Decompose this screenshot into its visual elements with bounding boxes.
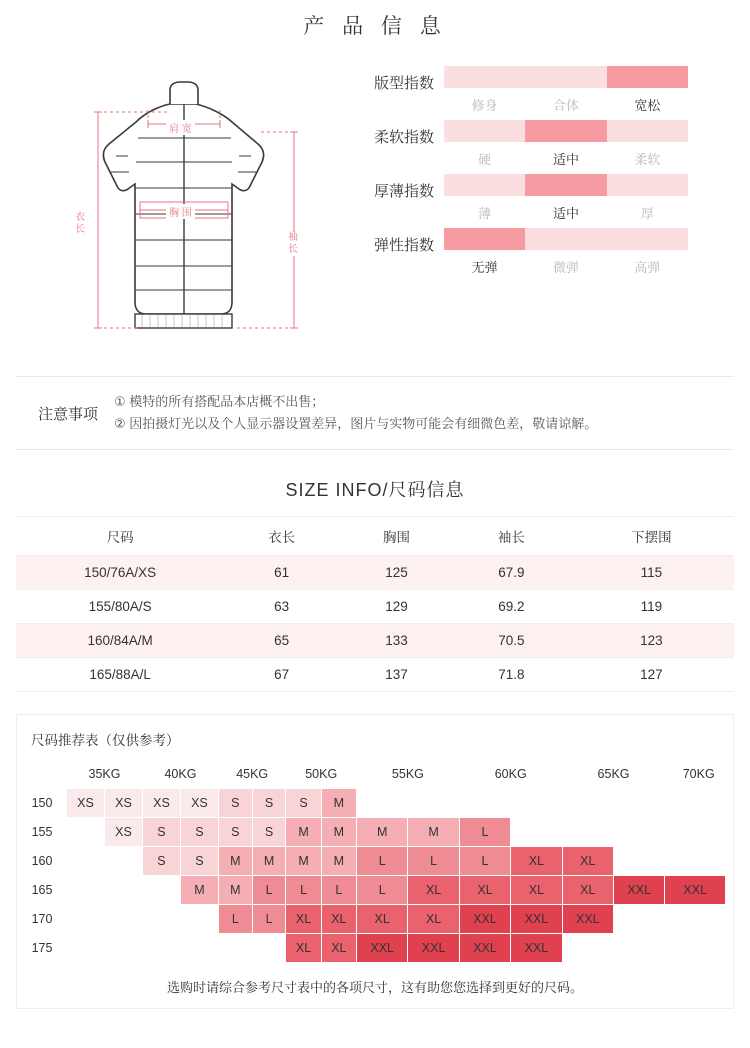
cell-chest: 137 <box>339 658 454 692</box>
index-segment <box>444 120 525 142</box>
cell-sleeve: 69.2 <box>454 590 569 624</box>
table-row <box>16 658 734 692</box>
recommend-row <box>18 876 733 905</box>
cell-hem: 127 <box>569 658 734 692</box>
size-info-title: SIZE INFO/尺码信息 <box>285 480 465 500</box>
index-row-elasticity <box>348 228 732 276</box>
recommend-footer: 选购时请综合参考尺寸表中的各项尺寸，这有助您您选择到更好的尺码。 <box>166 980 583 995</box>
recommend-cell-empty <box>67 876 105 905</box>
table-row <box>16 556 734 590</box>
weight-header: 70KG <box>665 760 733 789</box>
index-track-thickness <box>444 174 688 196</box>
index-option: 微弹 <box>552 260 579 275</box>
index-segment <box>444 66 525 88</box>
cell-size: 165/88A/L <box>16 658 224 692</box>
size-recommendation-table <box>17 759 733 963</box>
recommend-row <box>18 818 733 847</box>
recommend-cell: S <box>142 847 180 876</box>
recommend-cell: XXL <box>357 934 408 963</box>
index-track-fit <box>444 66 688 88</box>
recommend-cell: S <box>252 818 286 847</box>
recommend-cell-empty <box>562 789 613 818</box>
recommend-cell: XS <box>104 789 142 818</box>
recommend-cell: S <box>180 847 218 876</box>
recommend-cell-empty <box>459 789 510 818</box>
recommend-cell-empty <box>180 905 218 934</box>
recommend-cell-empty <box>142 934 180 963</box>
recommend-cell-empty <box>142 905 180 934</box>
height-label: 175 <box>18 934 67 963</box>
index-track-elasticity <box>444 228 688 250</box>
cell-size: 155/80A/S <box>16 590 224 624</box>
recommend-cell: S <box>180 818 218 847</box>
recommend-cell-empty <box>665 934 726 963</box>
recommend-cell-empty <box>614 818 665 847</box>
cell-hem: 115 <box>569 556 734 590</box>
recommend-cell-empty <box>218 934 252 963</box>
recommend-cell-empty <box>726 789 733 818</box>
recommend-cell: S <box>218 818 252 847</box>
recommend-cell-empty <box>726 818 733 847</box>
recommend-cell: XL <box>459 876 510 905</box>
recommend-cell: M <box>218 847 252 876</box>
index-segment <box>525 66 606 88</box>
recommend-cell: M <box>357 818 408 847</box>
recommend-cell: L <box>321 876 356 905</box>
recommend-cell: XL <box>408 905 459 934</box>
index-segment <box>525 228 606 250</box>
recommend-cell-empty <box>665 818 726 847</box>
index-option-active: 适中 <box>552 206 579 221</box>
index-option-active: 宽松 <box>634 98 661 113</box>
label-shoulder-width: 肩 宽 <box>166 120 195 135</box>
cell-length: 63 <box>224 590 339 624</box>
index-option: 厚 <box>640 206 654 221</box>
recommend-cell-empty <box>67 818 105 847</box>
cell-chest: 129 <box>339 590 454 624</box>
recommend-cell: XL <box>286 905 321 934</box>
height-label: 150 <box>18 789 67 818</box>
index-option: 柔软 <box>634 152 661 167</box>
col-header-sleeve: 袖长 <box>454 517 569 556</box>
recommend-cell: M <box>321 789 356 818</box>
recommend-cell: XL <box>321 934 356 963</box>
recommend-cell: S <box>218 789 252 818</box>
recommend-cell: M <box>218 876 252 905</box>
recommend-cell: L <box>252 905 286 934</box>
index-segment-active <box>525 174 606 196</box>
label-chest-width: 胸 围 <box>166 204 195 219</box>
notice-title: 注意事项 <box>37 405 98 423</box>
index-bars-fit <box>444 66 732 114</box>
index-option: 修身 <box>471 98 498 113</box>
index-label-fit: 版型指数 <box>373 75 434 92</box>
index-options-elasticity <box>444 257 688 276</box>
recommend-cell: L <box>218 905 252 934</box>
index-label-softness: 柔软指数 <box>373 129 434 146</box>
cell-length: 67 <box>224 658 339 692</box>
recommend-cell-empty <box>180 934 218 963</box>
recommend-cell: XS <box>67 789 105 818</box>
weight-header: 40KG <box>142 760 218 789</box>
cell-sleeve: 71.8 <box>454 658 569 692</box>
index-options-softness <box>444 149 688 168</box>
recommend-cell-empty <box>142 876 180 905</box>
recommend-cell: L <box>357 847 408 876</box>
recommend-cell: M <box>321 818 356 847</box>
recommend-cell: S <box>252 789 286 818</box>
table-header-row <box>16 517 734 556</box>
index-option: 高弹 <box>634 260 661 275</box>
col-header-length: 衣长 <box>224 517 339 556</box>
recommend-cell: XL <box>286 934 321 963</box>
recommend-cell: XXL <box>665 876 726 905</box>
index-bars-softness <box>444 120 732 168</box>
cell-hem: 119 <box>569 590 734 624</box>
recommend-cell-empty <box>67 934 105 963</box>
recommend-cell: M <box>252 847 286 876</box>
index-options-fit <box>444 95 688 114</box>
recommend-cell: XXL <box>614 876 665 905</box>
index-bars-elasticity <box>444 228 732 276</box>
cell-chest: 125 <box>339 556 454 590</box>
cell-size: 160/84A/M <box>16 624 224 658</box>
label-sleeve-length: 袖长 <box>288 232 298 255</box>
index-option: 合体 <box>552 98 579 113</box>
recommend-row <box>18 934 733 963</box>
recommend-cell: XXL <box>408 934 459 963</box>
recommend-cell: XXL <box>511 934 562 963</box>
recommend-cell-empty <box>511 789 562 818</box>
index-track-softness <box>444 120 688 142</box>
height-label: 165 <box>18 876 67 905</box>
recommend-cell: XL <box>511 847 562 876</box>
notice-section <box>16 376 734 450</box>
recommend-cell: XL <box>511 876 562 905</box>
weight-header: 55KG <box>357 760 460 789</box>
index-row-softness <box>348 120 732 168</box>
recommend-cell-empty <box>614 789 665 818</box>
recommend-cell: L <box>286 876 321 905</box>
recommend-cell: XL <box>408 876 459 905</box>
index-bars-thickness <box>444 174 732 222</box>
recommend-cell-empty <box>562 934 613 963</box>
recommend-cell: XXL <box>562 905 613 934</box>
recommend-cell: XS <box>142 789 180 818</box>
index-segment <box>607 228 688 250</box>
recommend-title: 尺码推荐表（仅供参考） <box>31 733 180 748</box>
index-segment <box>444 174 525 196</box>
index-label-elasticity: 弹性指数 <box>373 237 434 254</box>
weight-header-row <box>18 760 733 789</box>
product-overview-section <box>0 40 750 362</box>
recommend-cell: L <box>252 876 286 905</box>
recommend-cell: XXL <box>511 905 562 934</box>
index-segment <box>607 120 688 142</box>
recommend-cell: M <box>286 818 321 847</box>
recommend-cell: XL <box>357 905 408 934</box>
weight-header: 60KG <box>459 760 562 789</box>
recommend-cell-empty <box>665 905 726 934</box>
recommend-cell: S <box>286 789 321 818</box>
recommend-cell-empty <box>67 847 105 876</box>
recommend-cell-empty <box>104 905 142 934</box>
index-segment-active <box>607 66 688 88</box>
cell-length: 61 <box>224 556 339 590</box>
recommend-cell: L <box>459 847 510 876</box>
recommend-row <box>18 905 733 934</box>
recommend-cell: XXL <box>459 934 510 963</box>
page-title: 产 品 信 息 <box>303 15 447 38</box>
recommend-cell-empty <box>104 876 142 905</box>
index-segment-active <box>525 120 606 142</box>
index-segment-active <box>444 228 525 250</box>
col-header-size: 尺码 <box>16 517 224 556</box>
weight-header: 50KG <box>286 760 357 789</box>
index-option-active: 适中 <box>552 152 579 167</box>
recommend-cell-empty <box>726 934 733 963</box>
jacket-measurement-diagram <box>18 52 348 362</box>
cell-size: 150/76A/XS <box>16 556 224 590</box>
col-header-hem: 下摆围 <box>569 517 734 556</box>
notice-line: ① 模特的所有搭配品本店概不出售； <box>114 394 325 409</box>
recommend-cell-empty <box>726 847 733 876</box>
index-options-thickness <box>444 203 688 222</box>
recommend-cell-empty <box>665 789 726 818</box>
recommend-cell: XS <box>180 789 218 818</box>
recommend-cell-empty <box>67 905 105 934</box>
recommend-cell: M <box>321 847 356 876</box>
recommend-cell: M <box>286 847 321 876</box>
weight-header: 45KG <box>218 760 285 789</box>
recommend-cell: M <box>408 818 459 847</box>
recommend-row <box>18 789 733 818</box>
recommend-cell-empty <box>562 818 613 847</box>
recommend-cell-empty <box>665 847 726 876</box>
index-segment <box>607 174 688 196</box>
recommend-cell: XS <box>104 818 142 847</box>
height-label: 170 <box>18 905 67 934</box>
weight-header: 35KG <box>67 760 143 789</box>
recommend-cell-empty <box>357 789 408 818</box>
recommend-cell-empty <box>252 934 286 963</box>
col-header-chest: 胸围 <box>339 517 454 556</box>
recommend-cell: XXL <box>459 905 510 934</box>
recommend-cell: XL <box>562 876 613 905</box>
index-row-fit <box>348 66 732 114</box>
cell-sleeve: 70.5 <box>454 624 569 658</box>
cell-length: 65 <box>224 624 339 658</box>
index-option-active: 无弹 <box>471 260 498 275</box>
recommend-cell-empty <box>104 934 142 963</box>
recommend-cell-empty <box>614 934 665 963</box>
recommend-cell: L <box>357 876 408 905</box>
recommend-cell: L <box>459 818 510 847</box>
recommend-body <box>18 789 733 963</box>
recommend-cell-empty <box>511 818 562 847</box>
index-option: 硬 <box>478 152 492 167</box>
size-recommendation-section <box>16 714 734 1009</box>
recommend-cell: XL <box>321 905 356 934</box>
label-garment-length: 衣长 <box>75 212 85 235</box>
cell-sleeve: 67.9 <box>454 556 569 590</box>
height-label: 160 <box>18 847 67 876</box>
recommend-cell: S <box>142 818 180 847</box>
recommend-cell-empty <box>726 905 733 934</box>
cell-chest: 133 <box>339 624 454 658</box>
notice-lines <box>114 391 597 435</box>
recommend-cell-empty <box>104 847 142 876</box>
recommend-cell: XL <box>562 847 613 876</box>
weight-header: 65KG <box>562 760 665 789</box>
cell-hem: 123 <box>569 624 734 658</box>
recommend-cell: L <box>408 847 459 876</box>
table-row <box>16 624 734 658</box>
size-info-table <box>16 516 734 692</box>
recommend-cell-empty <box>408 789 459 818</box>
recommend-row <box>18 847 733 876</box>
recommend-cell: M <box>180 876 218 905</box>
corner-cell <box>18 760 67 789</box>
index-list <box>348 52 732 362</box>
notice-line: ② 因拍摄灯光以及个人显示器设置差异，图片与实物可能会有细微色差，敬请谅解。 <box>114 416 598 431</box>
recommend-cell-empty <box>614 905 665 934</box>
height-label: 155 <box>18 818 67 847</box>
table-row <box>16 590 734 624</box>
index-row-thickness <box>348 174 732 222</box>
index-label-thickness: 厚薄指数 <box>373 183 434 200</box>
recommend-cell-empty <box>614 847 665 876</box>
recommend-cell-empty <box>726 876 733 905</box>
index-option: 薄 <box>478 206 492 221</box>
